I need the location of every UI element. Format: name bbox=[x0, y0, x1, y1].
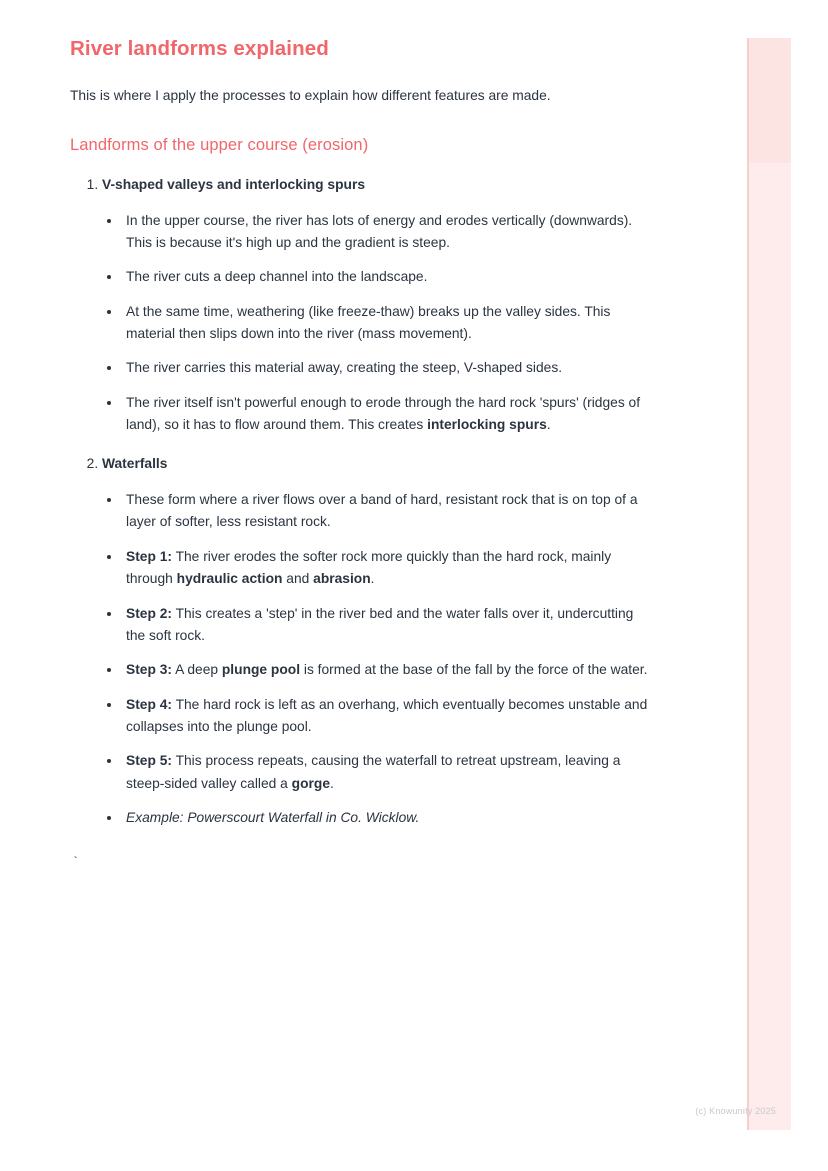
footer-credit: (c) Knowunity 2025 bbox=[695, 1106, 776, 1116]
stray-backtick: ` bbox=[72, 855, 80, 870]
bullet-item: • The river cuts a deep channel into the landscape. bbox=[122, 266, 650, 288]
bullet-item: • Step 4: The hard rock is left as an overhang, which eventually becomes unstable and collapses into the plunge pool. bbox=[122, 694, 650, 739]
bullet-item: • Step 3: A deep plunge pool is formed at the base of the fall by the force of the water. bbox=[122, 659, 650, 681]
bullet-item: • The river itself isn't powerful enough to erode through the hard rock 'spurs' (ridges of land), so it has to flow around them. This creates interlocking spurs. bbox=[122, 392, 650, 437]
page-title: River landforms explained bbox=[70, 37, 329, 60]
list-item bbox=[102, 454, 650, 829]
right-decorative-strip-block bbox=[749, 38, 791, 163]
list-item-heading: 1. V-shaped valleys and interlocking spurs bbox=[102, 177, 365, 193]
bullet-item: • These form where a river flows over a band of hard, resistant rock that is on top of a layer of softer, less resistant rock. bbox=[122, 489, 650, 534]
bullet-item: • Example: Powerscourt Waterfall in Co. Wicklow. bbox=[122, 807, 650, 829]
document-content bbox=[70, 36, 650, 869]
sub-bullet-list bbox=[102, 210, 650, 437]
list-item bbox=[102, 175, 650, 436]
sub-bullet-list bbox=[102, 489, 650, 829]
bullet-item: • Step 5: This process repeats, causing the waterfall to retreat upstream, leaving a steep-sided valley called a gorge. bbox=[122, 750, 650, 795]
bullet-item: • In the upper course, the river has lots of energy and erodes vertically (downwards). This is because it's high up and the gradient is steep. bbox=[122, 210, 650, 255]
right-decorative-strip bbox=[749, 38, 791, 1130]
section-heading: Landforms of the upper course (erosion) bbox=[70, 136, 369, 155]
bullet-item: • At the same time, weathering (like freeze-thaw) breaks up the valley sides. This material then slips down into the river (mass movement). bbox=[122, 301, 650, 346]
right-decorative-divider bbox=[747, 38, 749, 1130]
list-item-heading: 2. Waterfalls bbox=[102, 456, 168, 472]
intro-paragraph: This is where I apply the processes to explain how different features are made. bbox=[70, 87, 551, 103]
bullet-item: • The river carries this material away, creating the steep, V-shaped sides. bbox=[122, 357, 650, 379]
landform-list bbox=[70, 175, 650, 829]
bullet-item: • Step 2: This creates a 'step' in the river bed and the water falls over it, undercutting the soft rock. bbox=[122, 603, 650, 648]
bullet-item: • Step 1: The river erodes the softer rock more quickly than the hard rock, mainly through hydraulic action and abrasion. bbox=[122, 546, 650, 591]
